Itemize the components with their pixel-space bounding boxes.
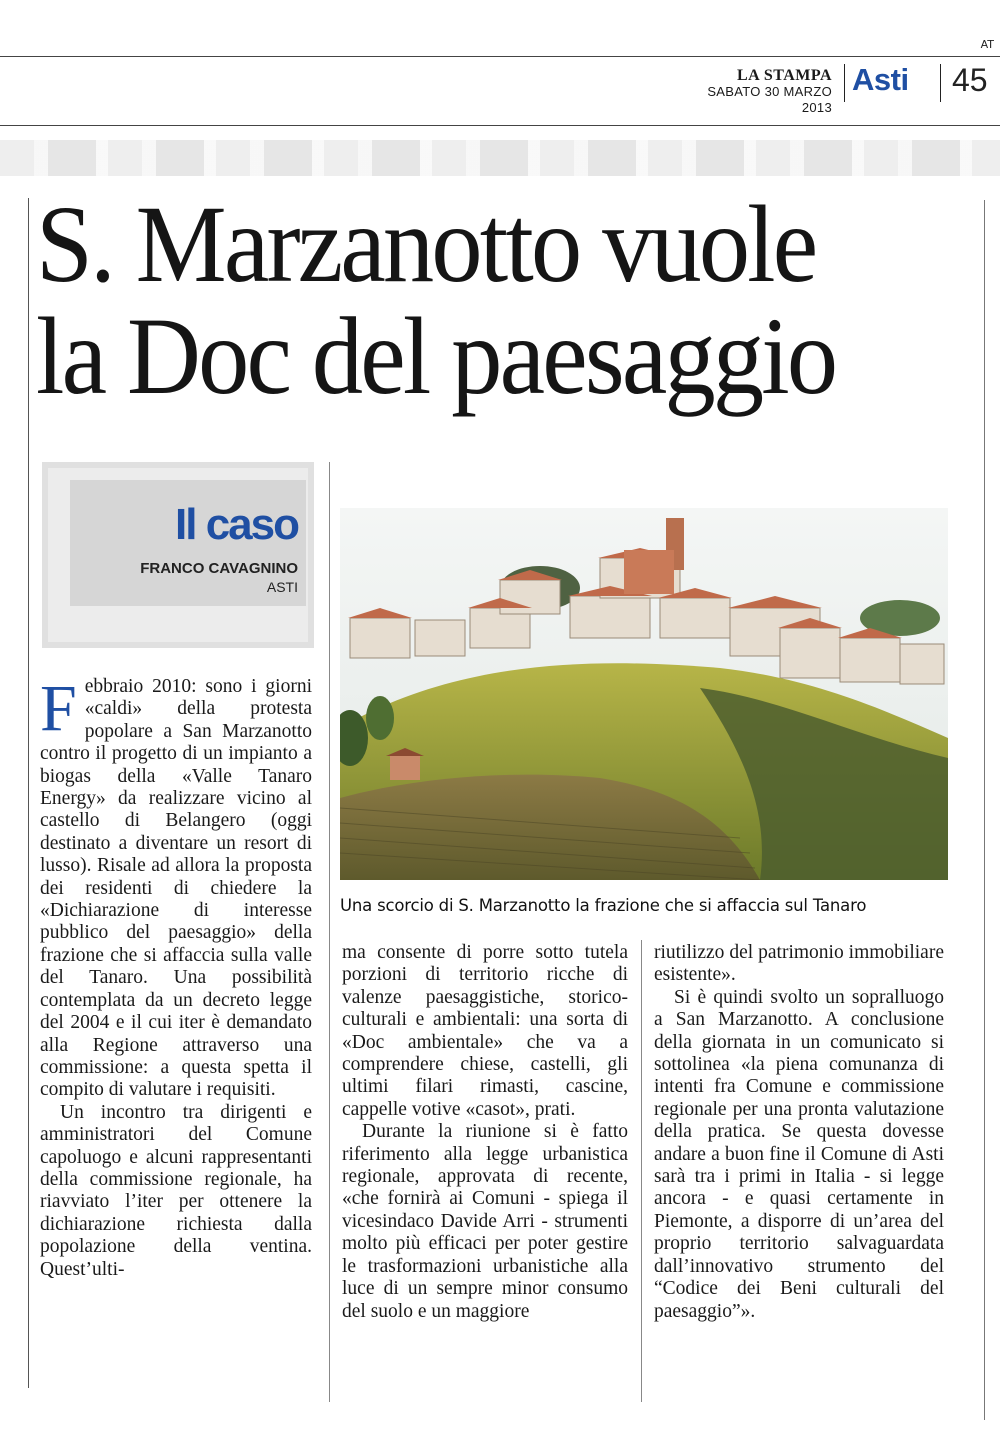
kicker-box	[42, 462, 314, 648]
article-paragraph	[40, 672, 312, 1102]
headline	[36, 183, 920, 417]
headline-line-2: la Doc del paesaggio	[36, 295, 836, 417]
byline-author: FRANCO CAVAGNINO	[140, 560, 298, 577]
header-divider	[844, 64, 845, 102]
newspaper-name: LA STAMPA	[736, 67, 832, 84]
issue-date: SABATO 30 MARZO 2013	[707, 84, 832, 115]
frame-line-left	[28, 198, 29, 1388]
article-paragraph: Un incontro tra dirigenti e amministratori del Comune capoluogo e alcuni rappresentanti della commissione regionale, ha riavviato l’iter per ottenere la dichiarazione richiesta dalla popolazione della ventina. Quest’ulti-	[40, 1101, 312, 1280]
photo-caption: Una scorcio di S. Marzanotto la frazione che si affaccia sul Tanaro	[340, 896, 867, 915]
column-separator	[329, 462, 330, 1402]
village-landscape-illustration	[340, 508, 948, 880]
drop-cap: F	[40, 672, 77, 745]
print-bleed-strip	[0, 140, 1000, 176]
kicker-label: Il caso	[175, 500, 298, 549]
article-paragraph: riutilizzo del patrimonio immobiliare esistente».	[654, 942, 944, 986]
section-name: Asti	[852, 62, 909, 97]
byline-place: ASTI	[266, 579, 298, 595]
article-photo	[340, 508, 948, 880]
page-number: 45	[952, 62, 988, 98]
section-code: AT	[980, 38, 994, 51]
top-rule	[0, 56, 1000, 57]
article-paragraph: Durante la riunione si è fatto riferimento alla legge urbanistica regionale, approvata di recente, «che fornirà ai Comuni - spiega il vicesindaco Davide Arri - strumenti molto più efficaci per poter gestire le trasformazioni urbanistiche alla luce di un sempre minor consumo del suolo e un maggiore	[342, 1121, 628, 1322]
masthead	[676, 68, 832, 116]
header-rule	[0, 125, 1000, 126]
paragraph-text: ebbraio 2010: sono i giorni «caldi» della protesta popolare a San Marzanotto contro il progetto di un impianto a biogas della «Valle Tanaro Energy» da realizzare vicino al castello di Belangero (oggi destinato a diventare un resort di lusso). Risale ad allora la proposta dei residenti di chiedere la «Dichiarazione di interesse pubblico del paesaggio» della frazione che si affaccia sulla valle del Tanaro. Una possibilità contemplata da un decreto legge del 2004 e il cui iter è demandato alla Regione attraverso una commissione: a questa spetta il compito di valutare i requisiti.	[40, 676, 312, 1101]
frame-line-right	[984, 200, 985, 1420]
header-divider	[940, 64, 941, 102]
column-separator	[641, 940, 642, 1402]
article-column-1	[40, 672, 312, 1281]
headline-line-1: S. Marzanotto vuole	[36, 183, 816, 305]
article-paragraph: ma consente di porre sotto tutela porzioni di territorio ricche di valenze paesaggistiche, storico-culturali e ambientali: una sorta di «Doc ambientale» che va a comprendere chiese, castelli, gli ultimi filari rimasti, cascine, cappelle votive «casot», prati.	[342, 942, 628, 1120]
article-column-2	[342, 942, 628, 1323]
article-paragraph: Si è quindi svolto un sopralluogo a San Marzanotto. A conclusione della giornata in un comunicato si sottolinea «la piena comunanza di intenti fra Comune e commissione regionale per una pronta valutazione della pratica. Se questa dovesse andare a buon fine il Comune di Asti sarà tra i primi in Italia - si legge ancora - e quasi certamente in Piemonte, a disporre di un’area del proprio territorio salvaguardata dall’innovativo strumento del “Codice dei Beni culturali del paesaggio”».	[654, 986, 944, 1322]
article-column-3	[654, 942, 944, 1323]
